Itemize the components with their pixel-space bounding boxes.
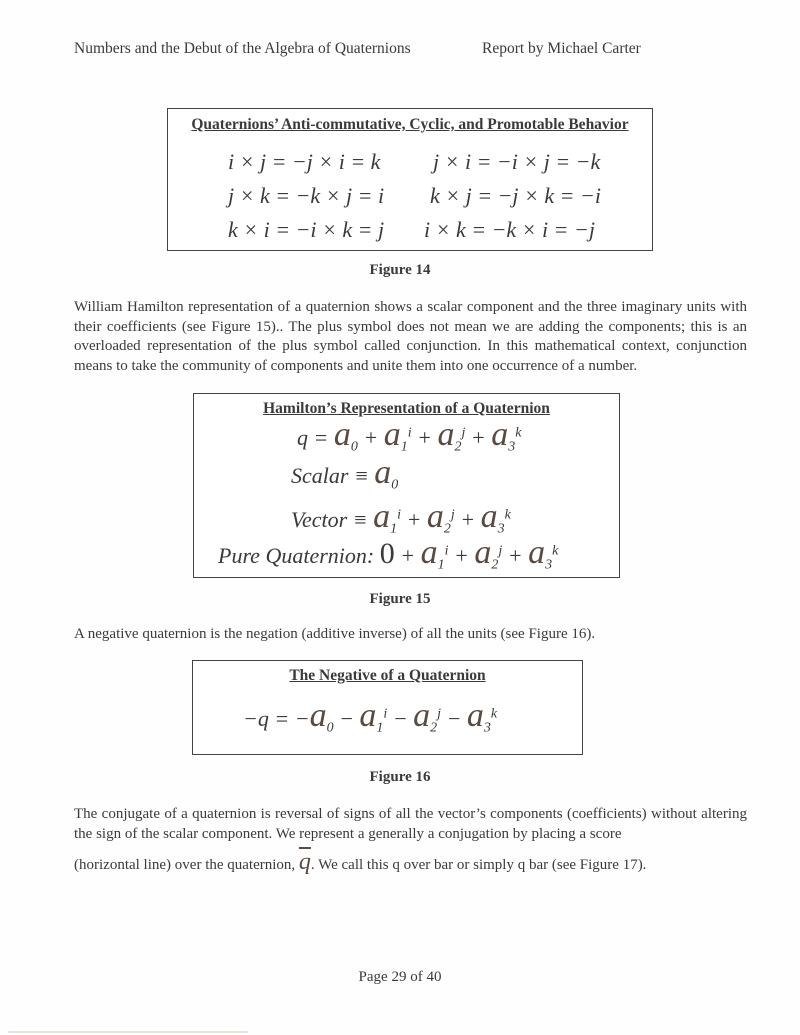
vector-definition: Vector ≡ $a_1^i + a_2^j + a_3^k$ (291, 498, 511, 537)
paragraph-hamilton: William Hamilton representation of a quaternion shows a scalar component and the three imaginary units with their coefficients (see Figure 15).. The plus symbol does not mean we are adding the components; this is an overloaded representation of the plus symbol called conjunction. In this mathematical context, conjunction means to take the community of components and unite them into one occurrence of a number. (74, 299, 747, 374)
q-bar-symbol: $\overline{q}$ (298, 849, 311, 875)
neg-q-label: −q = (243, 706, 290, 731)
figure-14-equation: i × k = −k × i = −j (424, 217, 595, 242)
figure-14-caption: Figure 14 (369, 262, 431, 278)
figure-14-equation: j × k = −k × j = i (228, 183, 385, 208)
figure-16-box (192, 660, 583, 755)
figure-15-box (193, 393, 620, 578)
paragraph-conjugate-continued: (horizontal line) over the quaternion, $\overline{q}$. We call this q over bar or simply q bar (see Figure 17). (74, 849, 647, 875)
figure-16-caption: Figure 16 (369, 769, 431, 785)
figure-14-equation: i × j = −j × i = k (228, 149, 381, 174)
figure-15-title: Hamilton’s Representation of a Quaternion (263, 400, 550, 417)
zero-scalar: 0 (379, 537, 395, 570)
figure-14-equation: k × j = −j × k = −i (430, 183, 601, 208)
paragraph-conjugate: The conjugate of a quaternion is reversal of signs of all the vector’s components (coefficients) without altering the sign of the scalar component. We represent a generally a conjugation by placing a score (74, 806, 747, 842)
figure-14-title: Quaternions’ Anti-commutative, Cyclic, and Promotable Behavior (191, 116, 629, 133)
vector-label: Vector ≡ (291, 507, 368, 532)
scan-edge-line (8, 1031, 248, 1033)
figure-14-equation: j × i = −i × j = −k (433, 149, 601, 174)
quaternion-equation: $q = a_0 + a_1^i + a_2^j + a_3^k$ (297, 416, 522, 455)
negative-quaternion-equation: $-q = -a_0 - a_1^i - a_2^j - a_3^k$ (243, 697, 498, 736)
paragraph-negative: A negative quaternion is the negation (additive inverse) of all the units (see Figure 16). (74, 626, 596, 642)
document-header-title: Numbers and the Debut of the Algebra of Quaternions (74, 40, 411, 57)
q-label: q = (297, 425, 329, 450)
scalar-definition: Scalar ≡ $a_0$ (291, 454, 399, 493)
figure-14-box (167, 108, 653, 251)
pure-quaternion-label: Pure Quaternion: (218, 543, 375, 568)
page-number: Page 29 of 40 (358, 969, 442, 985)
figure-16-title: The Negative of a Quaternion (289, 667, 486, 684)
figure-14-equation: k × i = −i × k = j (228, 217, 385, 242)
document-header-author: Report by Michael Carter (482, 40, 641, 57)
figure-15-caption: Figure 15 (369, 591, 431, 607)
pure-quaternion-definition: Pure Quaternion: $0 + a_1^i + a_2^j + a_3^k$ (218, 534, 559, 573)
scalar-label: Scalar ≡ (291, 463, 369, 488)
